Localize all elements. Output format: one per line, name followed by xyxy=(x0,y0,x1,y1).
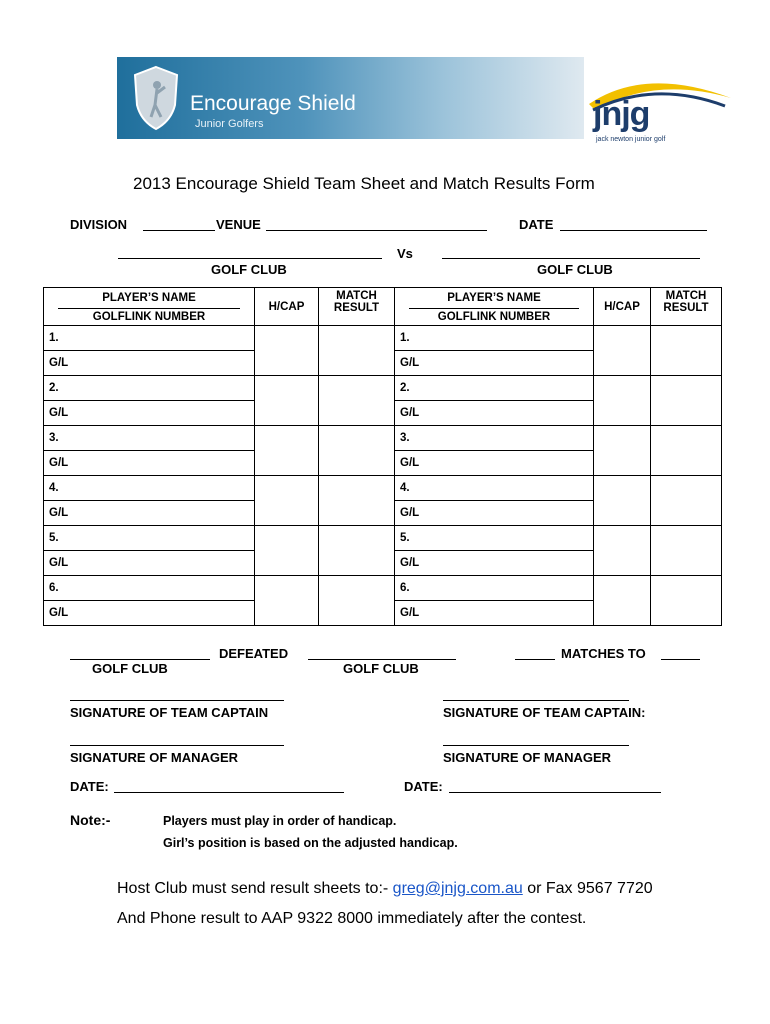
match-result-header-left xyxy=(319,288,395,326)
winning-club-field[interactable] xyxy=(70,659,210,660)
player-name-cell[interactable]: 5. xyxy=(395,526,594,551)
golflink-cell[interactable]: G/L xyxy=(44,501,255,526)
footer-fax: or Fax 9567 7720 xyxy=(522,880,653,897)
player-name-cell[interactable]: 5. xyxy=(44,526,255,551)
golflink-cell[interactable]: G/L xyxy=(44,351,255,376)
match-result-cell[interactable] xyxy=(319,526,395,576)
match-result-cell[interactable] xyxy=(651,426,722,476)
footer-prefix: Host Club must send result sheets to:- xyxy=(117,880,393,897)
captain-signature-label-left: SIGNATURE OF TEAM CAPTAIN xyxy=(70,705,269,720)
manager-signature-field-right[interactable] xyxy=(443,745,629,746)
table-row xyxy=(44,376,722,401)
match-result-cell[interactable] xyxy=(319,326,395,376)
match-result-cell[interactable] xyxy=(319,476,395,526)
player-name-cell[interactable]: 1. xyxy=(395,326,594,351)
match-result-cell[interactable] xyxy=(319,576,395,626)
table-row xyxy=(44,326,722,351)
hcap-cell[interactable] xyxy=(255,376,319,426)
result-label: RESULT xyxy=(663,302,709,314)
hcap-cell[interactable] xyxy=(255,426,319,476)
matches-to-label: MATCHES TO xyxy=(561,646,646,661)
captain-signature-label-right: SIGNATURE OF TEAM CAPTAIN: xyxy=(443,705,646,720)
golf-club-label: GOLF CLUB xyxy=(343,661,419,676)
captain-signature-field-left[interactable] xyxy=(70,700,284,701)
player-name-cell[interactable]: 6. xyxy=(44,576,255,601)
note-label: Note:- xyxy=(70,812,111,828)
golflink-cell[interactable]: G/L xyxy=(395,401,594,426)
hcap-header-right: H/CAP xyxy=(594,288,651,326)
matches-lost-field[interactable] xyxy=(661,659,700,660)
division-field[interactable] xyxy=(143,230,215,231)
match-result-cell[interactable] xyxy=(651,376,722,426)
match-result-header-right xyxy=(651,288,722,326)
hcap-cell[interactable] xyxy=(255,576,319,626)
golflink-header: GOLFLINK NUMBER xyxy=(58,308,240,323)
venue-field[interactable] xyxy=(266,230,487,231)
match-result-cell[interactable] xyxy=(651,476,722,526)
player-name-cell[interactable]: 3. xyxy=(395,426,594,451)
manager-signature-label-right: SIGNATURE OF MANAGER xyxy=(443,750,612,765)
player-name-cell[interactable]: 2. xyxy=(44,376,255,401)
date-label-left: DATE: xyxy=(70,779,109,794)
golflink-cell[interactable]: G/L xyxy=(395,501,594,526)
manager-signature-label-left: SIGNATURE OF MANAGER xyxy=(70,750,239,765)
player-name-cell[interactable]: 4. xyxy=(44,476,255,501)
jnjg-tagline: jack newton junior golf xyxy=(596,136,666,143)
hcap-cell[interactable] xyxy=(255,326,319,376)
golflink-cell[interactable]: G/L xyxy=(44,601,255,626)
banner-title: Encourage Shield xyxy=(190,92,356,115)
defeated-label: DEFEATED xyxy=(219,646,289,661)
losing-club-field[interactable] xyxy=(308,659,456,660)
match-label: MATCH xyxy=(336,290,377,302)
player-header-right xyxy=(395,288,594,326)
hcap-cell[interactable] xyxy=(594,526,651,576)
golf-club-label-right: GOLF CLUB xyxy=(537,262,613,277)
player-name-cell[interactable]: 3. xyxy=(44,426,255,451)
player-header-left xyxy=(44,288,255,326)
golflink-cell[interactable]: G/L xyxy=(44,401,255,426)
player-name-cell[interactable]: 2. xyxy=(395,376,594,401)
jnjg-logo: jnjg xyxy=(593,95,650,133)
footer-line-1 xyxy=(117,880,653,898)
note-line-2: Girl’s position is based on the adjusted handicap. xyxy=(163,836,458,850)
table-row xyxy=(44,576,722,601)
team-sheet-table xyxy=(43,287,722,626)
hcap-cell[interactable] xyxy=(594,376,651,426)
player-name-cell[interactable]: 4. xyxy=(395,476,594,501)
golflink-cell[interactable]: G/L xyxy=(44,551,255,576)
manager-signature-field-left[interactable] xyxy=(70,745,284,746)
date-label: DATE xyxy=(519,217,554,232)
golflink-cell[interactable]: G/L xyxy=(395,601,594,626)
golflink-cell[interactable]: G/L xyxy=(395,551,594,576)
table-row xyxy=(44,426,722,451)
date-label-right: DATE: xyxy=(404,779,443,794)
hcap-cell[interactable] xyxy=(594,426,651,476)
match-result-cell[interactable] xyxy=(651,326,722,376)
matches-won-field[interactable] xyxy=(515,659,555,660)
home-club-field[interactable] xyxy=(118,258,382,259)
table-row xyxy=(44,526,722,551)
email-link[interactable]: greg@jnjg.com.au xyxy=(392,880,523,897)
hcap-header-left: H/CAP xyxy=(255,288,319,326)
golf-club-label-left: GOLF CLUB xyxy=(211,262,287,277)
form-title: 2013 Encourage Shield Team Sheet and Match Results Form xyxy=(133,174,595,193)
match-result-cell[interactable] xyxy=(651,576,722,626)
date-field-right[interactable] xyxy=(449,792,661,793)
division-label: DIVISION xyxy=(70,217,128,232)
note-line-1: Players must play in order of handicap. xyxy=(163,814,397,828)
player-name-cell[interactable]: 6. xyxy=(395,576,594,601)
hcap-cell[interactable] xyxy=(594,576,651,626)
result-label: RESULT xyxy=(333,302,380,314)
match-result-cell[interactable] xyxy=(651,526,722,576)
venue-label: VENUE xyxy=(216,217,261,232)
shield-logo-icon xyxy=(131,65,181,131)
match-label: MATCH xyxy=(665,290,707,302)
table-row xyxy=(44,476,722,501)
captain-signature-field-right[interactable] xyxy=(443,700,629,701)
vs-label: Vs xyxy=(397,246,413,261)
hcap-cell[interactable] xyxy=(594,326,651,376)
golf-club-label: GOLF CLUB xyxy=(92,661,168,676)
golflink-cell[interactable]: G/L xyxy=(395,351,594,376)
banner-subtitle: Junior Golfers xyxy=(195,118,264,130)
date-field[interactable] xyxy=(560,230,707,231)
hcap-cell[interactable] xyxy=(255,476,319,526)
golflink-cell[interactable]: G/L xyxy=(44,451,255,476)
match-result-cell[interactable] xyxy=(319,426,395,476)
golflink-cell[interactable]: G/L xyxy=(395,451,594,476)
player-name-cell[interactable]: 1. xyxy=(44,326,255,351)
date-field-left[interactable] xyxy=(114,792,344,793)
hcap-cell[interactable] xyxy=(594,476,651,526)
match-result-cell[interactable] xyxy=(319,376,395,426)
golflink-header: GOLFLINK NUMBER xyxy=(409,308,579,323)
player-name-header: PLAYER’S NAME xyxy=(102,292,196,304)
away-club-field[interactable] xyxy=(442,258,700,259)
hcap-cell[interactable] xyxy=(255,526,319,576)
player-name-header: PLAYER’S NAME xyxy=(447,292,541,304)
footer-line-2: And Phone result to AAP 9322 8000 immediately after the contest. xyxy=(117,910,587,927)
